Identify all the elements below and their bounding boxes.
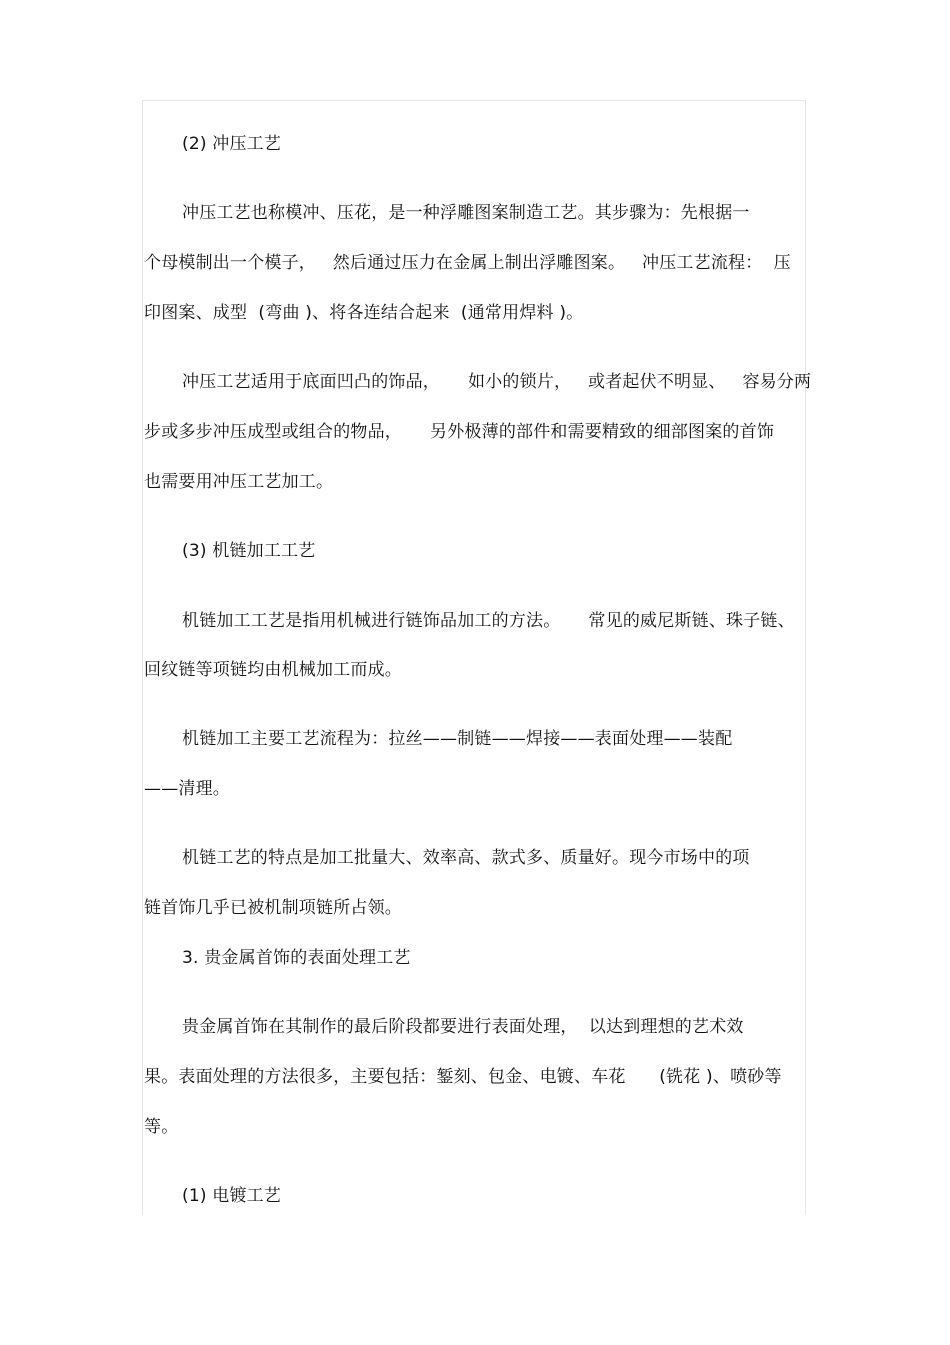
section-heading-machine-chain: (3) 机链加工工艺: [182, 541, 316, 561]
paragraph-line: 机链加工主要工艺流程为：拉丝——制链——焊接——表面处理——装配: [182, 729, 733, 749]
section-heading-surface-treatment: 3. 贵金属首饰的表面处理工艺: [182, 948, 411, 968]
paragraph-line: 个母模制出一个模子， 然后通过压力在金属上制出浮雕图案。 冲压工艺流程： 压: [144, 253, 791, 273]
paragraph-line: 果。表面处理的方法很多，主要包括：錾刻、包金、电镀、车花 (铣花 )、喷砂等: [144, 1067, 782, 1087]
paragraph-line: 等。: [144, 1117, 179, 1137]
paragraph-line: 冲压工艺适用于底面凹凸的饰品， 如小的锁片， 或者起伏不明显、 容易分两: [182, 372, 812, 392]
paragraph-line: 回纹链等项链均由机械加工而成。: [144, 660, 402, 680]
paragraph-line: 机链加工工艺是指用机械进行链饰品加工的方法。 常见的威尼斯链、珠子链、: [182, 611, 795, 631]
paragraph-line: 冲压工艺也称模冲、压花，是一种浮雕图案制造工艺。其步骤为：先根据一: [182, 203, 750, 223]
paragraph-line: 链首饰几乎已被机制项链所占领。: [144, 898, 402, 918]
paragraph-line: 步或多步冲压成型或组合的物品， 另外极薄的部件和需要精致的细部图案的首饰: [144, 422, 775, 442]
paragraph-line: 印图案、成型 (弯曲 )、将各连结合起来 (通常用焊料 )。: [144, 303, 584, 323]
section-heading-electroplating: (1) 电镀工艺: [182, 1186, 282, 1206]
paragraph-line: 也需要用冲压工艺加工。: [144, 472, 334, 492]
paragraph-line: 机链工艺的特点是加工批量大、效率高、款式多、质量好。现今市场中的项: [182, 848, 750, 868]
paragraph-line: 贵金属首饰在其制作的最后阶段都要进行表面处理， 以达到理想的艺术效: [182, 1017, 744, 1037]
section-heading-stamping: (2) 冲压工艺: [182, 134, 282, 154]
paragraph-line: ——清理。: [144, 779, 230, 799]
